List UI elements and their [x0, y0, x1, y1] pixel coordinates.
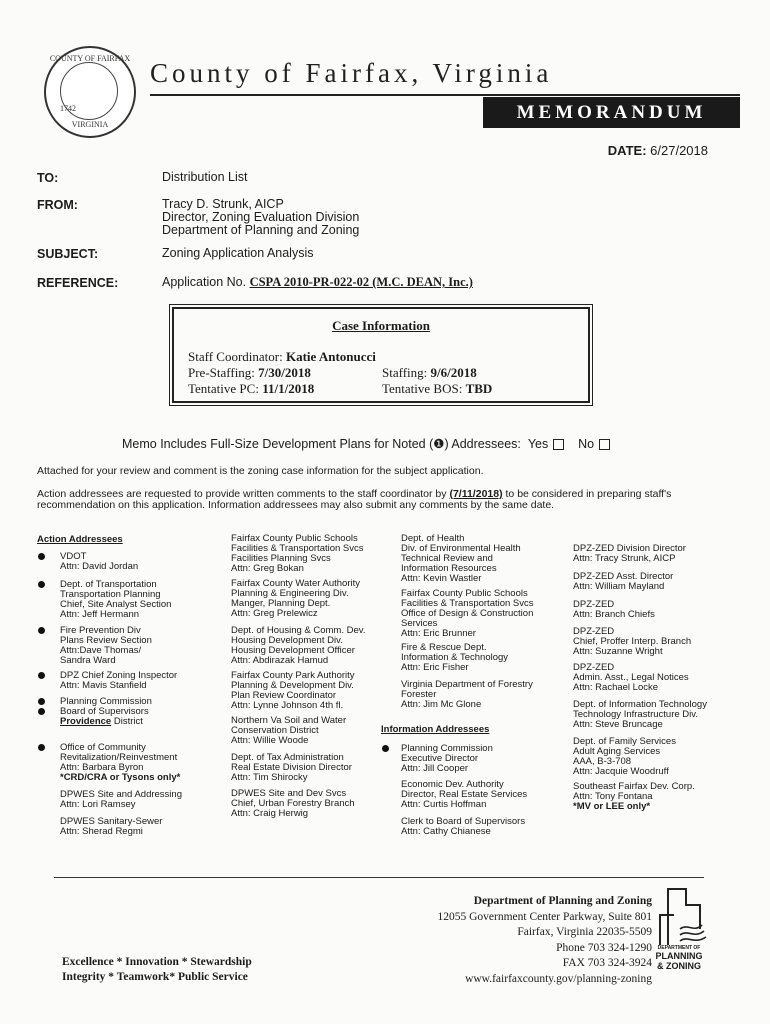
- comment-due-date: (7/11/2018): [449, 488, 503, 500]
- instructions-after: to be considered in preparing staff's recommendation on this application. Information addressees may also submit any comments by the same date.: [37, 488, 672, 511]
- coordinator-label: Staff Coordinator:: [188, 349, 283, 364]
- title-rule: [150, 94, 740, 96]
- addressee-health: Dept. of Health Div. of Environmental Health Technical Review and Information Resources Attn: Kevin Wastler: [401, 533, 521, 584]
- addressee-transportation: Dept. of Transportation Transportation Planning Chief, Site Analyst Section Attn: Jeff Hermann: [60, 579, 172, 620]
- date-line: [608, 143, 708, 158]
- from-line-1: Tracy D. Strunk, AICP: [162, 197, 284, 211]
- from-line-3: Department of Planning and Zoning: [162, 223, 360, 237]
- full-size-plans-line: [122, 436, 610, 451]
- addressee-it: Dept. of Information Technology Technology Infrastructure Div. Attn: Steve Bruncage: [573, 699, 707, 730]
- staffing: [382, 365, 477, 381]
- addressees-column-4: [573, 544, 733, 834]
- bullet-icon: [38, 627, 45, 634]
- yes-checkbox-icon[interactable]: [553, 439, 564, 450]
- bullet-icon: [38, 744, 45, 751]
- pre-staffing: [188, 365, 311, 381]
- pc-label: Tentative PC:: [188, 381, 259, 396]
- county-seal-icon: [44, 46, 136, 138]
- prestaffing-date: 7/30/2018: [258, 365, 311, 380]
- footer-rule: [54, 877, 704, 878]
- seal-top-text: COUNTY OF FAIRFAX: [49, 54, 131, 63]
- addressees-column-3: [381, 534, 561, 844]
- addressees-column-2: [231, 534, 391, 834]
- addressee-community-revitalization: Office of Community Revitalization/Reinvestment Attn: Barbara Byron *CRD/CRA or Tysons only*: [60, 742, 181, 783]
- addressee-soil-water: Northern Va Soil and Water Conservation District Attn: Willie Woode: [231, 715, 347, 746]
- to-value: Distribution List: [162, 170, 248, 184]
- reference-prefix: Application No.: [162, 275, 247, 289]
- addressee-water-authority: Fairfax County Water Authority Planning & Engineering Div. Manger, Planning Dept. Attn: Greg Prelewicz: [231, 578, 361, 619]
- seal-bottom-text: VIRGINIA: [71, 120, 109, 129]
- slogan-line-2: Integrity * Teamwork* Public Service: [62, 971, 248, 983]
- addressee-vdot: VDOT Attn: David Jordan: [60, 551, 139, 572]
- bullet-icon: [38, 553, 45, 560]
- logo-small-text: DEPARTMENT OF: [657, 945, 701, 951]
- county-title: County of Fairfax, Virginia: [150, 58, 553, 88]
- bullet-icon: [38, 698, 45, 705]
- dpz-building-icon: [650, 885, 710, 947]
- addressee-park-authority: Fairfax County Park Authority Planning & Development Div. Plan Review Coordinator Attn: Lynne Johnson 4th fl.: [231, 670, 355, 711]
- staff-coordinator: [188, 349, 376, 365]
- coordinator-name: Katie Antonucci: [285, 349, 376, 364]
- addressee-fire-prevention: Fire Prevention Div Plans Review Section Attn:Dave Thomas/ Sandra Ward: [60, 625, 152, 666]
- footer-address: [437, 894, 652, 987]
- addressee-fcps-design: Fairfax County Public Schools Facilities & Transportation Svcs Office of Design & Construction Services Attn: Eric Brunner: [401, 588, 534, 639]
- addressee-urban-forestry: DPWES Site and Dev Svcs Chief, Urban Forestry Branch Attn: Craig Herwig: [231, 788, 355, 819]
- bos-date: TBD: [465, 381, 493, 396]
- subject-value: Zoning Application Analysis: [162, 246, 314, 260]
- footer-website[interactable]: www.fairfaxcounty.gov/planning-zoning: [465, 972, 652, 985]
- addressee-planning-commission: Planning Commission Board of Supervisors Providence District: [60, 696, 152, 727]
- bos-label: Tentative BOS:: [382, 381, 463, 396]
- addressee-family-services: Dept. of Family Services Adult Aging Services AAA, B-3-708 Attn: Jacquie Woodruff: [573, 736, 676, 777]
- date-label: DATE:: [607, 143, 647, 158]
- dpz-logo-icon: [650, 885, 710, 975]
- footer-dept: Department of Planning and Zoning: [473, 895, 652, 907]
- information-addressees-heading: Information Addressees: [381, 724, 490, 735]
- pc-date: 11/1/2018: [262, 381, 315, 396]
- from-label: FROM:: [37, 198, 78, 212]
- footer-phone: Phone 703 324-1290: [556, 941, 652, 954]
- info-economic-dev: Economic Dev. Authority Director, Real Estate Services Attn: Curtis Hoffman: [401, 779, 528, 810]
- instructions-paragraph: [37, 489, 727, 511]
- tentative-pc: [188, 381, 314, 397]
- intro-paragraph: Attached for your review and comment is the zoning case information for the subject application.: [37, 465, 484, 477]
- bullet-icon: [38, 708, 45, 715]
- plans-yes-label: Yes: [527, 437, 549, 451]
- info-clerk-board: Clerk to Board of Supervisors Attn: Cathy Chianese: [401, 816, 526, 837]
- case-information-box: [172, 307, 590, 403]
- no-checkbox-icon[interactable]: [599, 439, 610, 450]
- action-addressees-heading: Action Addressees: [37, 534, 123, 545]
- to-label: TO:: [37, 171, 59, 185]
- staffing-label: Staffing:: [382, 365, 428, 380]
- addressee-forestry: Virginia Department of Forestry Forester Attn: Jim Mc Glone: [401, 679, 533, 710]
- addressee-zed-asst-director: DPZ-ZED Asst. Director Attn: William Mayland: [573, 571, 674, 592]
- addressee-tax-administration: Dept. of Tax Administration Real Estate Division Director Attn: Tim Shirocky: [231, 752, 352, 783]
- info-planning-commission: Planning Commission Executive Director Attn: Jill Cooper: [401, 743, 493, 774]
- addressee-zed-proffer: DPZ-ZED Chief, Proffer Interp. Branch Attn: Suzanne Wright: [573, 626, 692, 657]
- memorandum-bar: MEMORANDUM: [483, 97, 740, 128]
- prestaffing-label: Pre-Staffing:: [188, 365, 255, 380]
- subject-label: SUBJECT:: [37, 247, 99, 261]
- bullet-icon: [382, 745, 389, 752]
- staffing-date: 9/6/2018: [430, 365, 477, 380]
- addressee-housing: Dept. of Housing & Comm. Dev. Housing Development Div. Housing Development Officer Attn: Abdirazak Hamud: [231, 625, 366, 666]
- instructions-before: Action addressees are requested to provide written comments to the staff coordinator by: [37, 488, 447, 500]
- from-line-2: Director, Zoning Evaluation Division: [162, 210, 360, 224]
- footer-fax: FAX 703 324-3924: [562, 957, 652, 969]
- tentative-bos: [382, 381, 492, 397]
- reference-label: REFERENCE:: [37, 276, 119, 290]
- plans-text: Memo Includes Full-Size Development Plans for Noted (❶) Addressees:: [122, 437, 521, 451]
- addressee-zed-director: DPZ-ZED Division Director Attn: Tracy Strunk, AICP: [573, 543, 686, 564]
- footer-address-2: Fairfax, Virginia 22035-5509: [517, 926, 652, 938]
- addressee-southeast-fairfax: Southeast Fairfax Dev. Corp. Attn: Tony Fontana *MV or LEE only*: [573, 781, 695, 812]
- addressee-dpz-zoning-inspector: DPZ Chief Zoning Inspector Attn: Mavis Stanfield: [60, 670, 178, 691]
- addressee-zed-legal-notices: DPZ-ZED Admin. Asst., Legal Notices Attn: Rachael Locke: [573, 662, 689, 693]
- addressee-fire-rescue: Fire & Rescue Dept. Information & Technology Attn: Eric Fisher: [401, 642, 509, 673]
- slogan-line-1: Excellence * Innovation * Stewardship: [62, 956, 252, 968]
- addressee-site-addressing: DPWES Site and Addressing Attn: Lori Ramsey: [60, 789, 182, 810]
- logo-text-zoning: & ZONING: [657, 961, 701, 971]
- addressee-sanitary-sewer: DPWES Sanitary-Sewer Attn: Sherad Regmi: [60, 816, 163, 837]
- plans-no-label: No: [578, 437, 595, 451]
- case-title: Case Information: [332, 318, 430, 333]
- addressee-fcps-facilities: Fairfax County Public Schools Facilities & Transportation Svcs Facilities Planning Svcs Attn: Greg Bokan: [231, 533, 364, 574]
- logo-text-planning: PLANNING: [655, 951, 703, 961]
- addressee-zed-branch-chiefs: DPZ-ZED Attn: Branch Chiefs: [573, 599, 655, 620]
- bullet-icon: [38, 672, 45, 679]
- action-addressees-column: [37, 535, 217, 855]
- footer-slogan: [62, 955, 252, 985]
- footer-address-1: 12055 Government Center Parkway, Suite 801: [437, 910, 652, 923]
- date-value: 6/27/2018: [650, 143, 708, 158]
- bullet-icon: [38, 581, 45, 588]
- application-number: CSPA 2010-PR-022-02 (M.C. DEAN, Inc.): [249, 275, 473, 289]
- reference-value: [162, 276, 473, 289]
- seal-year: 1742: [60, 104, 76, 113]
